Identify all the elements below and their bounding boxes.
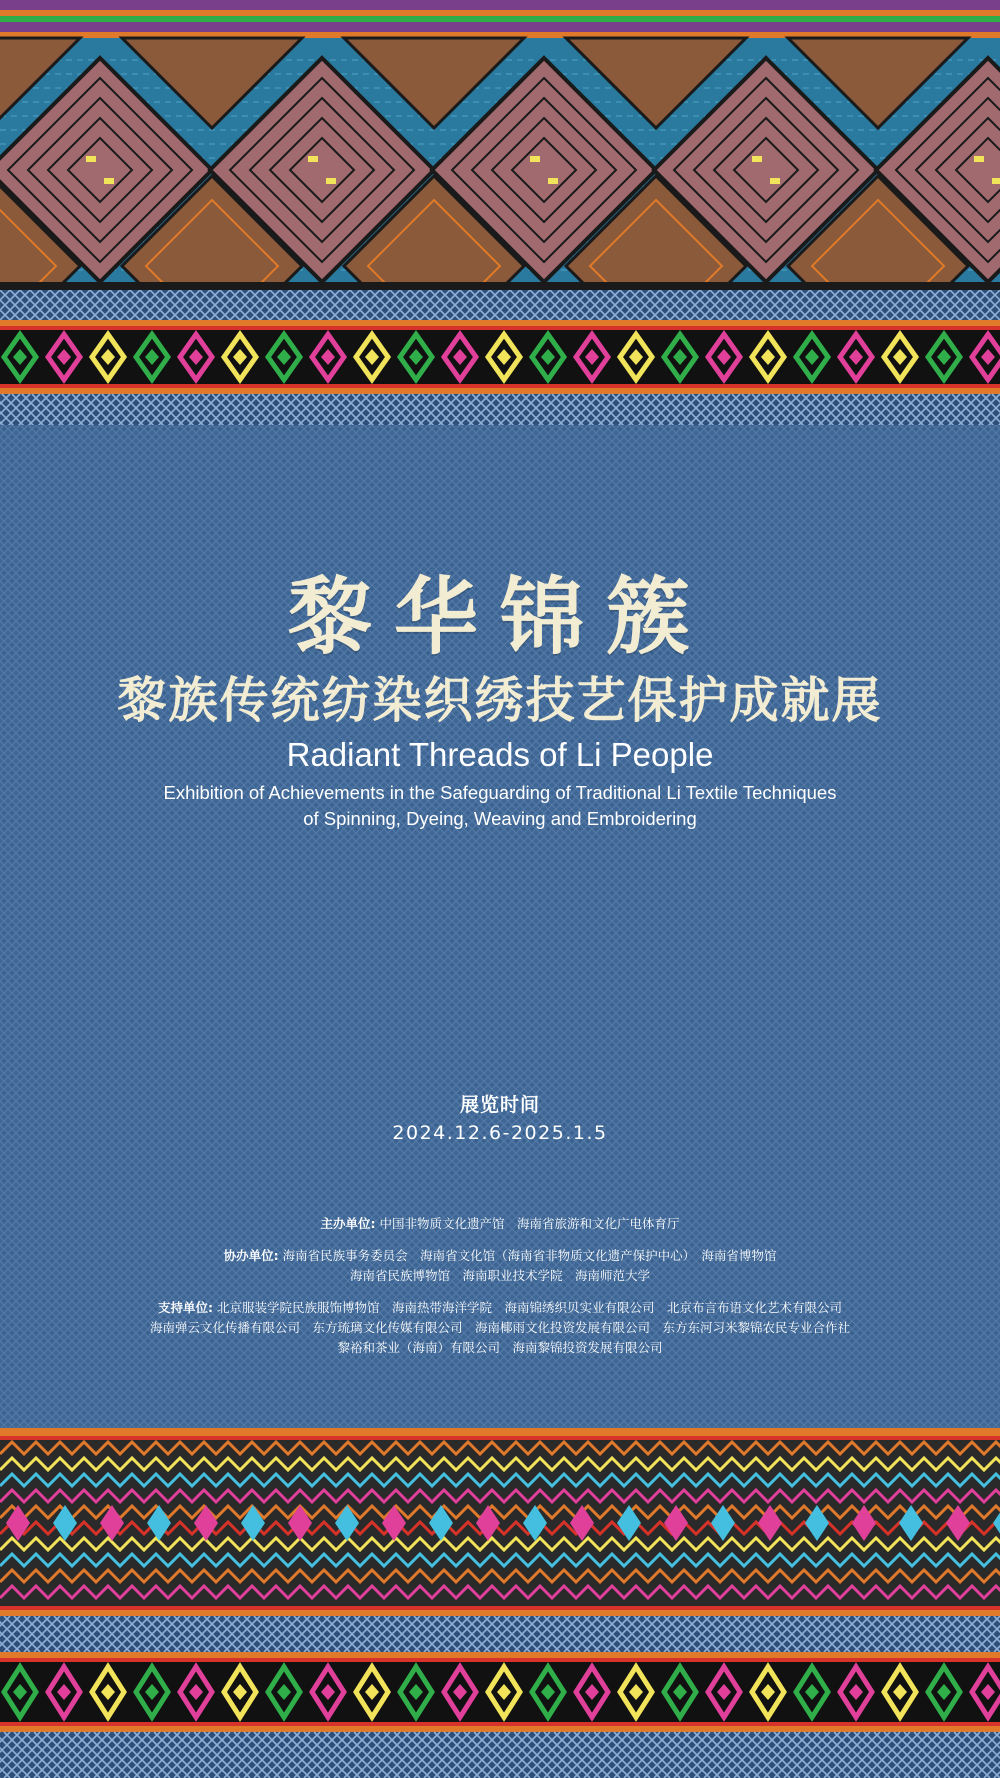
english-title: Radiant Threads of Li People [286, 736, 714, 773]
top-diamond-band [0, 0, 1000, 292]
top-brocade-pattern [0, 0, 1000, 292]
organizers [0, 1214, 1000, 1234]
main-title: 黎华锦簇 [287, 567, 712, 666]
supporters-label: 支持单位: [158, 1300, 213, 1315]
sub-title: 黎族传统纺染织绣技艺保护成就展 [117, 671, 883, 729]
bottom-colored-motifs [0, 1616, 1000, 1778]
english-subtitle-line-1: Exhibition of Achievements in the Safeguarding of Traditional Li Textile Techniques [163, 782, 837, 803]
co-organizers [0, 1246, 1000, 1286]
bottom-zigzag-band [0, 1428, 1000, 1618]
bottom-motif-band [0, 1616, 1000, 1778]
english-subtitle [0, 780, 1000, 832]
poster-content [0, 430, 1000, 1430]
credits [0, 1214, 1000, 1370]
organizers-label: 主办单位: [320, 1216, 376, 1231]
supporters-line-1: 北京服装学院民族服饰博物馆 海南热带海洋学院 海南锦绣织贝实业有限公司 北京布言布语文化艺术有限公司 [216, 1300, 842, 1315]
co-organizers-line-2: 海南省民族博物馆 海南职业技术学院 海南师范大学 [349, 1268, 650, 1283]
english-subtitle-line-2: of Spinning, Dyeing, Weaving and Embroidering [303, 808, 697, 829]
top-colored-motifs [0, 290, 1000, 432]
top-motif-band [0, 290, 1000, 432]
exhibition-dates: 2024.12.6-2025.1.5 [392, 1122, 608, 1144]
organizers-list: 中国非物质文化遗产馆 海南省旅游和文化广电体育厅 [379, 1216, 680, 1231]
supporters-line-3: 黎裕和茶业（海南）有限公司 海南黎锦投资发展有限公司 [337, 1340, 663, 1355]
bottom-brocade-pattern [0, 1428, 1000, 1618]
supporters-line-2: 海南弹云文化传播有限公司 东方琉璃文化传媒有限公司 海南椰雨文化投资发展有限公司 东方东河习米黎锦农民专业合作社 [149, 1320, 850, 1335]
supporters [0, 1298, 1000, 1358]
exhibition-dates-label: 展览时间 [459, 1094, 540, 1116]
co-organizers-line-1: 海南省民族事务委员会 海南省文化馆（海南省非物质文化遗产保护中心） 海南省博物馆 [282, 1248, 777, 1263]
co-organizers-label: 协办单位: [223, 1248, 279, 1263]
